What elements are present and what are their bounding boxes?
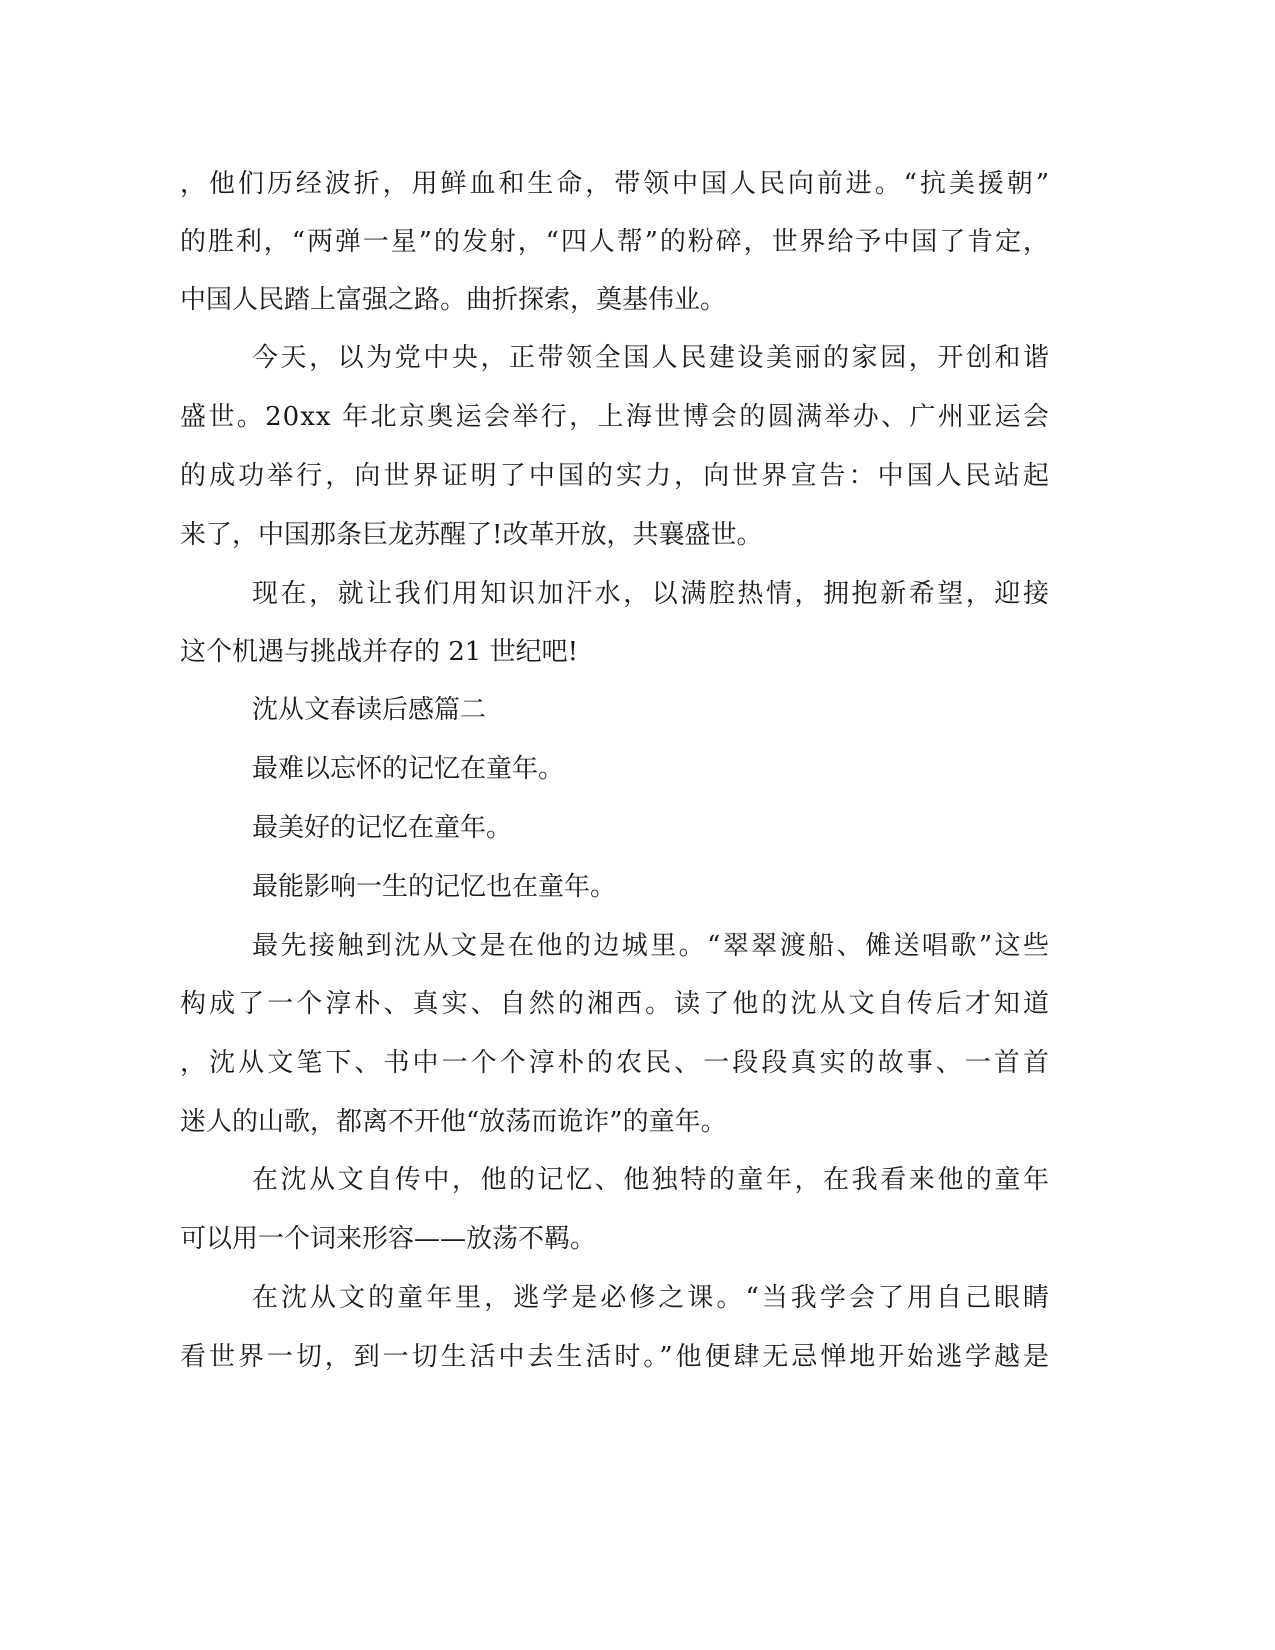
text-line: 盛世。20xx 年北京奥运会举行，上海世博会的圆满举办、广州亚运会 — [180, 402, 1050, 432]
text-line: 今天，以为党中央，正带领全国人民建设美丽的家园，开创和谐 — [252, 343, 1050, 373]
section-heading: 沈从文春读后感篇二 — [252, 695, 487, 725]
text-line: ，他们历经波折，用鲜血和生命，带领中国人民向前进。“抗美援朝” — [180, 169, 1050, 199]
text-line: 中国人民踏上富强之路。曲折探索，奠基伟业。 — [180, 285, 727, 315]
text-line: 迷人的山歌，都离不开他“放荡而诡诈”的童年。 — [180, 1107, 727, 1137]
text-line: 的胜利，“两弹一星”的发射，“四人帮”的粉碎，世界给予中国了肯定， — [180, 227, 1050, 257]
text-line: 可以用一个词来形容——放荡不羁。 — [180, 1224, 597, 1254]
text-line: 最先接触到沈从文是在他的边城里。“翠翠渡船、傩送唱歌”这些 — [252, 931, 1050, 961]
text-line: 看世界一切，到一切生活中去生活时。”他便肆无忌惮地开始逃学越是 — [180, 1342, 1050, 1372]
text-line: 在沈从文的童年里，逃学是必修之课。“当我学会了用自己眼睛 — [252, 1283, 1050, 1313]
text-line: 最美好的记忆在童年。 — [252, 813, 513, 843]
text-line: 构成了一个淳朴、真实、自然的湘西。读了他的沈从文自传后才知道 — [180, 989, 1050, 1019]
text-line: 现在，就让我们用知识加汗水，以满腔热情，拥抱新希望，迎接 — [252, 579, 1050, 609]
text-line: 的成功举行，向世界证明了中国的实力，向世界宣告：中国人民站起 — [180, 461, 1050, 491]
text-line: 来了，中国那条巨龙苏醒了!改革开放，共襄盛世。 — [180, 520, 763, 550]
text-line: ，沈从文笔下、书中一个个淳朴的农民、一段段真实的故事、一首首 — [180, 1048, 1050, 1078]
text-line: 最能影响一生的记忆也在童年。 — [252, 872, 617, 902]
text-line: 这个机遇与挑战并存的 21 世纪吧! — [180, 637, 579, 667]
text-line: 最难以忘怀的记忆在童年。 — [252, 754, 565, 784]
text-line: 在沈从文自传中，他的记忆、他独特的童年，在我看来他的童年 — [252, 1165, 1050, 1195]
